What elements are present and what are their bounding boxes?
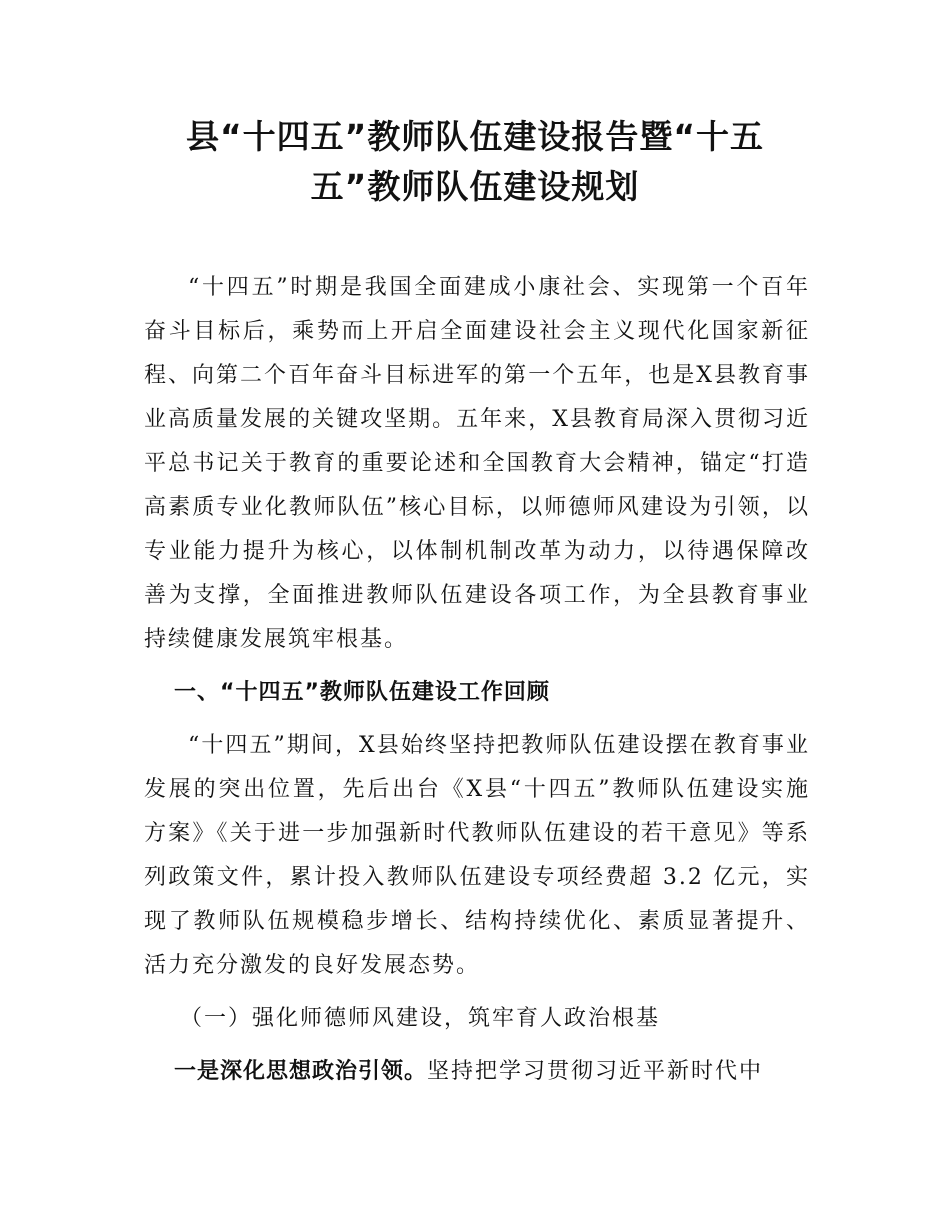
section-1-heading: 一、“十四五”教师队伍建设工作回顾 [174, 680, 550, 705]
item-1-paragraph [144, 1050, 810, 1094]
document-body [144, 266, 810, 1103]
document-title [140, 112, 810, 212]
item-1-lead: 一是深化思想政治引领。 [174, 1059, 428, 1084]
title-line-1: 县“十四五”教师队伍建设报告暨“十五 [185, 117, 765, 156]
title-line-2: 五”教师队伍建设规划 [310, 167, 640, 206]
item-1-text: 坚持把学习贯彻习近平新时代中 [427, 1059, 764, 1084]
section-1-paragraph: “十四五”期间，X县始终坚持把教师队伍建设摆在教育事业发展的突出位置，先后出台《X县“十四五”教师队伍建设实施方案》《关于进一步加强新时代教师队伍建设的若干意见》等系列政策文件，累计投入教师队伍建设专项经费超 3.2 亿元，实现了教师队伍规模稳步增长、结构持续优化、素质显著提升、活力充分激发的良好发展态势。 [144, 733, 810, 978]
intro-paragraph: “十四五”时期是我国全面建成小康社会、实现第一个百年奋斗目标后，乘势而上开启全面建设社会主义现代化国家新征程、向第二个百年奋斗目标进军的第一个五年，也是X县教育事业高质量发展的关键攻坚期。五年来，X县教育局深入贯彻习近平总书记关于教育的重要论述和全国教育大会精神，锚定“打造高素质专业化教师队伍”核心目标，以师德师风建设为引领，以专业能力提升为核心，以体制机制改革为动力，以待遇保障改善为支撑，全面推进教师队伍建设各项工作，为全县教育事业持续健康发展筑牢根基。 [144, 275, 810, 652]
subsection-1-heading: （一）强化师德师风建设，筑牢育人政治根基 [180, 1006, 661, 1031]
